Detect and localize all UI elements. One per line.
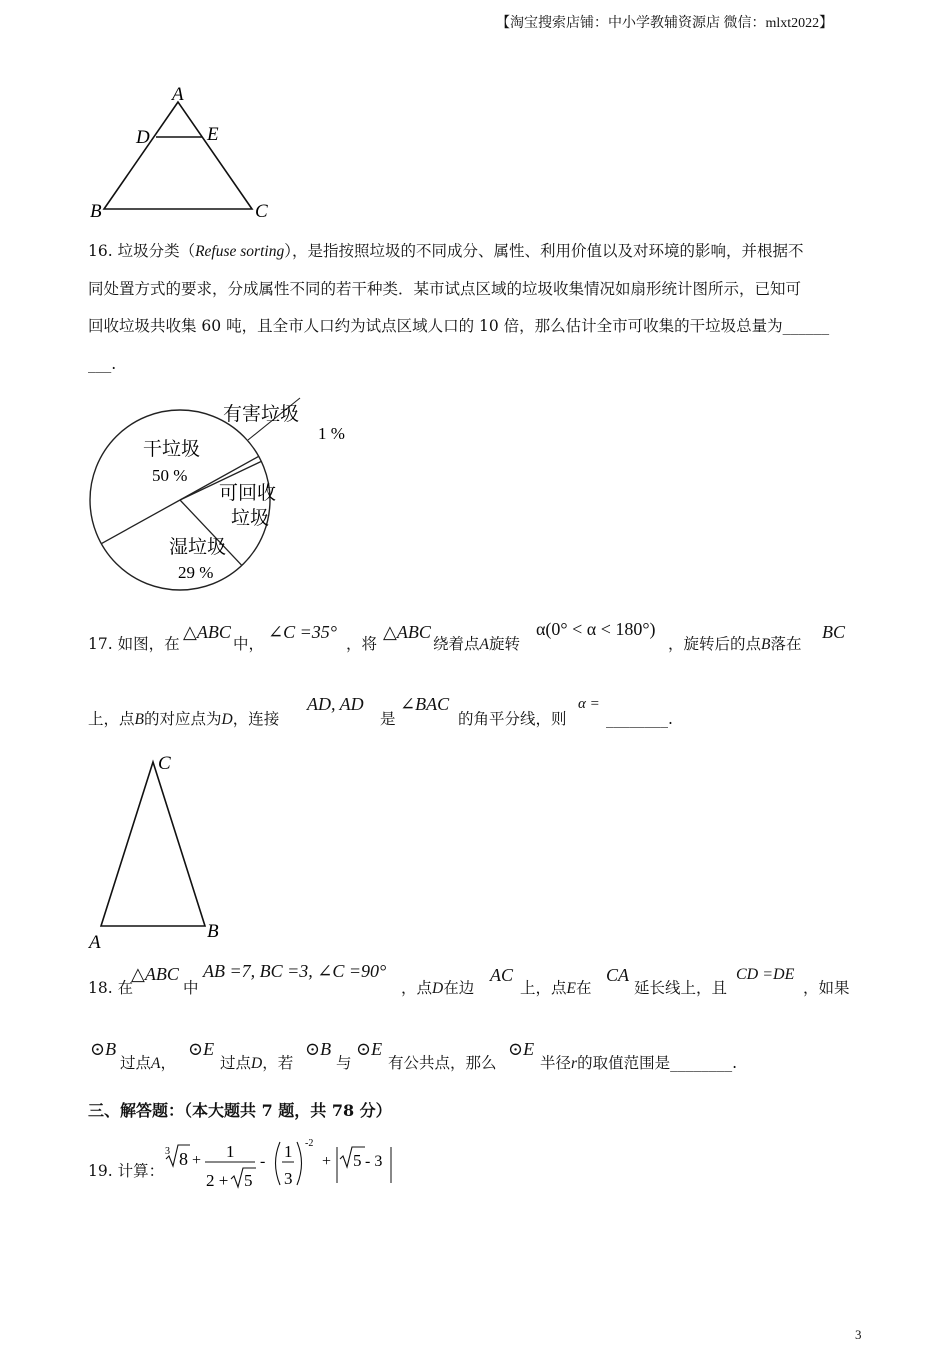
paren-right bbox=[297, 1142, 302, 1185]
q19-expression bbox=[160, 1134, 400, 1192]
label-b: B bbox=[90, 201, 102, 222]
q18-l1g: 延长线上，且 bbox=[634, 979, 728, 997]
label-e: E bbox=[207, 124, 219, 145]
cbrt-arg: 8 bbox=[179, 1149, 188, 1169]
q17-l1b: 中， bbox=[233, 635, 265, 653]
q17-alpha-range: α(0° < α < 180°) bbox=[536, 619, 656, 639]
q18-l1a: 18. 在 bbox=[88, 979, 134, 997]
cbrt-index: 3 bbox=[165, 1146, 170, 1157]
q16-line3: 回收垃圾共收集 60 吨，且全市人口约为试点区域人口的 10 倍，那么估计全市可收集的干垃圾总量为______ bbox=[88, 317, 830, 335]
label-a: A bbox=[172, 84, 184, 105]
q18-circle-e-2: ⊙E bbox=[356, 1039, 383, 1059]
q17-l2e: 的角平分线，则 bbox=[458, 710, 567, 728]
q18-l1h: ，如果 bbox=[803, 979, 850, 997]
q17-l1-rest: ，旋转后的点B落在 bbox=[668, 635, 802, 653]
label-a-q17: A bbox=[89, 932, 101, 953]
pie-label-dry: 干垃圾 bbox=[143, 439, 201, 460]
minus: - bbox=[260, 1153, 266, 1170]
pie-chart bbox=[80, 392, 400, 607]
q18-circle-e: ⊙E bbox=[188, 1039, 215, 1059]
q17-l2a: 上，点B的对应点为D，连接 bbox=[88, 710, 280, 728]
q17-angle-c: ∠C =35° bbox=[268, 622, 337, 642]
q17-tri-abc: △ABC bbox=[183, 622, 231, 642]
label-d: D bbox=[136, 127, 150, 148]
q18-l2a: 过点A， bbox=[120, 1054, 176, 1072]
plus-2: + bbox=[322, 1153, 332, 1170]
q16-line2: 同处置方式的要求，分成属性不同的若干种类．某市试点区域的垃圾收集情况如扇形统计图所示，已知可 bbox=[88, 280, 802, 298]
q18-l1-e: 上，点E在 bbox=[520, 979, 592, 997]
q18-ca: CA bbox=[606, 965, 630, 985]
q19-prefix: 19. 计算： bbox=[88, 1162, 165, 1180]
paren-num: 1 bbox=[284, 1142, 293, 1161]
abs-rest: - 3 bbox=[365, 1153, 383, 1170]
exponent: -2 bbox=[305, 1138, 314, 1149]
q18-circle-e-3: ⊙E bbox=[508, 1039, 535, 1059]
frac-den: 2 + bbox=[206, 1171, 229, 1190]
q17-l1a: 17. 如图，在 bbox=[88, 635, 180, 653]
page-number: 3 bbox=[855, 1327, 862, 1342]
abs-sqrt: 5 bbox=[353, 1151, 362, 1170]
q17-answer-blank: ________. bbox=[606, 710, 673, 728]
page-header: 【淘宝搜索店铺：中小学教辅资源店 微信：mlxt2022】 bbox=[496, 16, 834, 31]
q17-alpha-eq: α = bbox=[578, 696, 600, 712]
q17-l1-text: 绕着点A旋转 bbox=[433, 635, 520, 653]
q16-line1: 16. 垃圾分类（Refuse sorting），是指按照垃圾的不同成分、属性、利用价值以及对环境的影响，并根据不 bbox=[88, 242, 804, 260]
plus-1: + bbox=[192, 1152, 202, 1169]
q18-l1b: 中 bbox=[183, 979, 199, 997]
section-title: 三、解答题：（本大题共 7 题，共 78 分） bbox=[88, 1101, 392, 1120]
label-c-q17: C bbox=[158, 753, 171, 774]
pie-label-wet: 湿垃圾 bbox=[169, 537, 227, 558]
q18-circle-b-2: ⊙B bbox=[305, 1039, 332, 1059]
label-c: C bbox=[255, 201, 268, 222]
pie-value-dry: 50 % bbox=[152, 466, 188, 485]
pie-label-hazardous: 有害垃圾 bbox=[223, 404, 300, 425]
q18-l2f: 半径r的取值范围是________. bbox=[540, 1054, 738, 1072]
q18-l1-c: ，点D在边 bbox=[401, 979, 475, 997]
q18-tri-abc: △ABC bbox=[131, 964, 179, 984]
q17-ad-ad: AD, AD bbox=[307, 694, 364, 714]
triangle-abc bbox=[104, 102, 252, 209]
q17-l1c: ，将 bbox=[346, 635, 378, 653]
q18-l2b: 过点D，若 bbox=[220, 1054, 294, 1072]
q18-circle-b: ⊙B bbox=[90, 1039, 117, 1059]
q17-bc: BC bbox=[822, 622, 846, 642]
pie-value-hazardous: 1 % bbox=[318, 424, 345, 443]
pie-label-recyclable-1: 可回收 bbox=[219, 483, 277, 504]
pie-value-wet: 29 % bbox=[178, 563, 214, 582]
frac-num: 1 bbox=[226, 1142, 235, 1161]
figure-triangle-abc bbox=[80, 748, 240, 953]
q17-angle-bac: ∠BAC bbox=[400, 694, 450, 714]
q18-cd-de: CD =DE bbox=[736, 966, 795, 983]
figure-triangle-ade bbox=[80, 80, 280, 225]
frac-den-sqrt: 5 bbox=[244, 1171, 253, 1190]
q18-l2d: 与 bbox=[336, 1054, 352, 1072]
label-b-q17: B bbox=[207, 921, 219, 942]
q18-ac: AC bbox=[490, 965, 514, 985]
triangle-abc-q17 bbox=[101, 762, 205, 926]
paren-den: 3 bbox=[284, 1169, 293, 1188]
q18-conditions: AB =7, BC =3, ∠C =90° bbox=[203, 961, 387, 981]
pie-label-recyclable-2: 垃圾 bbox=[231, 508, 270, 529]
q16-line4: ___. bbox=[88, 355, 117, 373]
paren-left bbox=[276, 1142, 281, 1185]
q17-l2d: 是 bbox=[380, 710, 396, 728]
q17-tri-abc-2: △ABC bbox=[383, 622, 431, 642]
q18-l2e: 有公共点，那么 bbox=[388, 1054, 497, 1072]
